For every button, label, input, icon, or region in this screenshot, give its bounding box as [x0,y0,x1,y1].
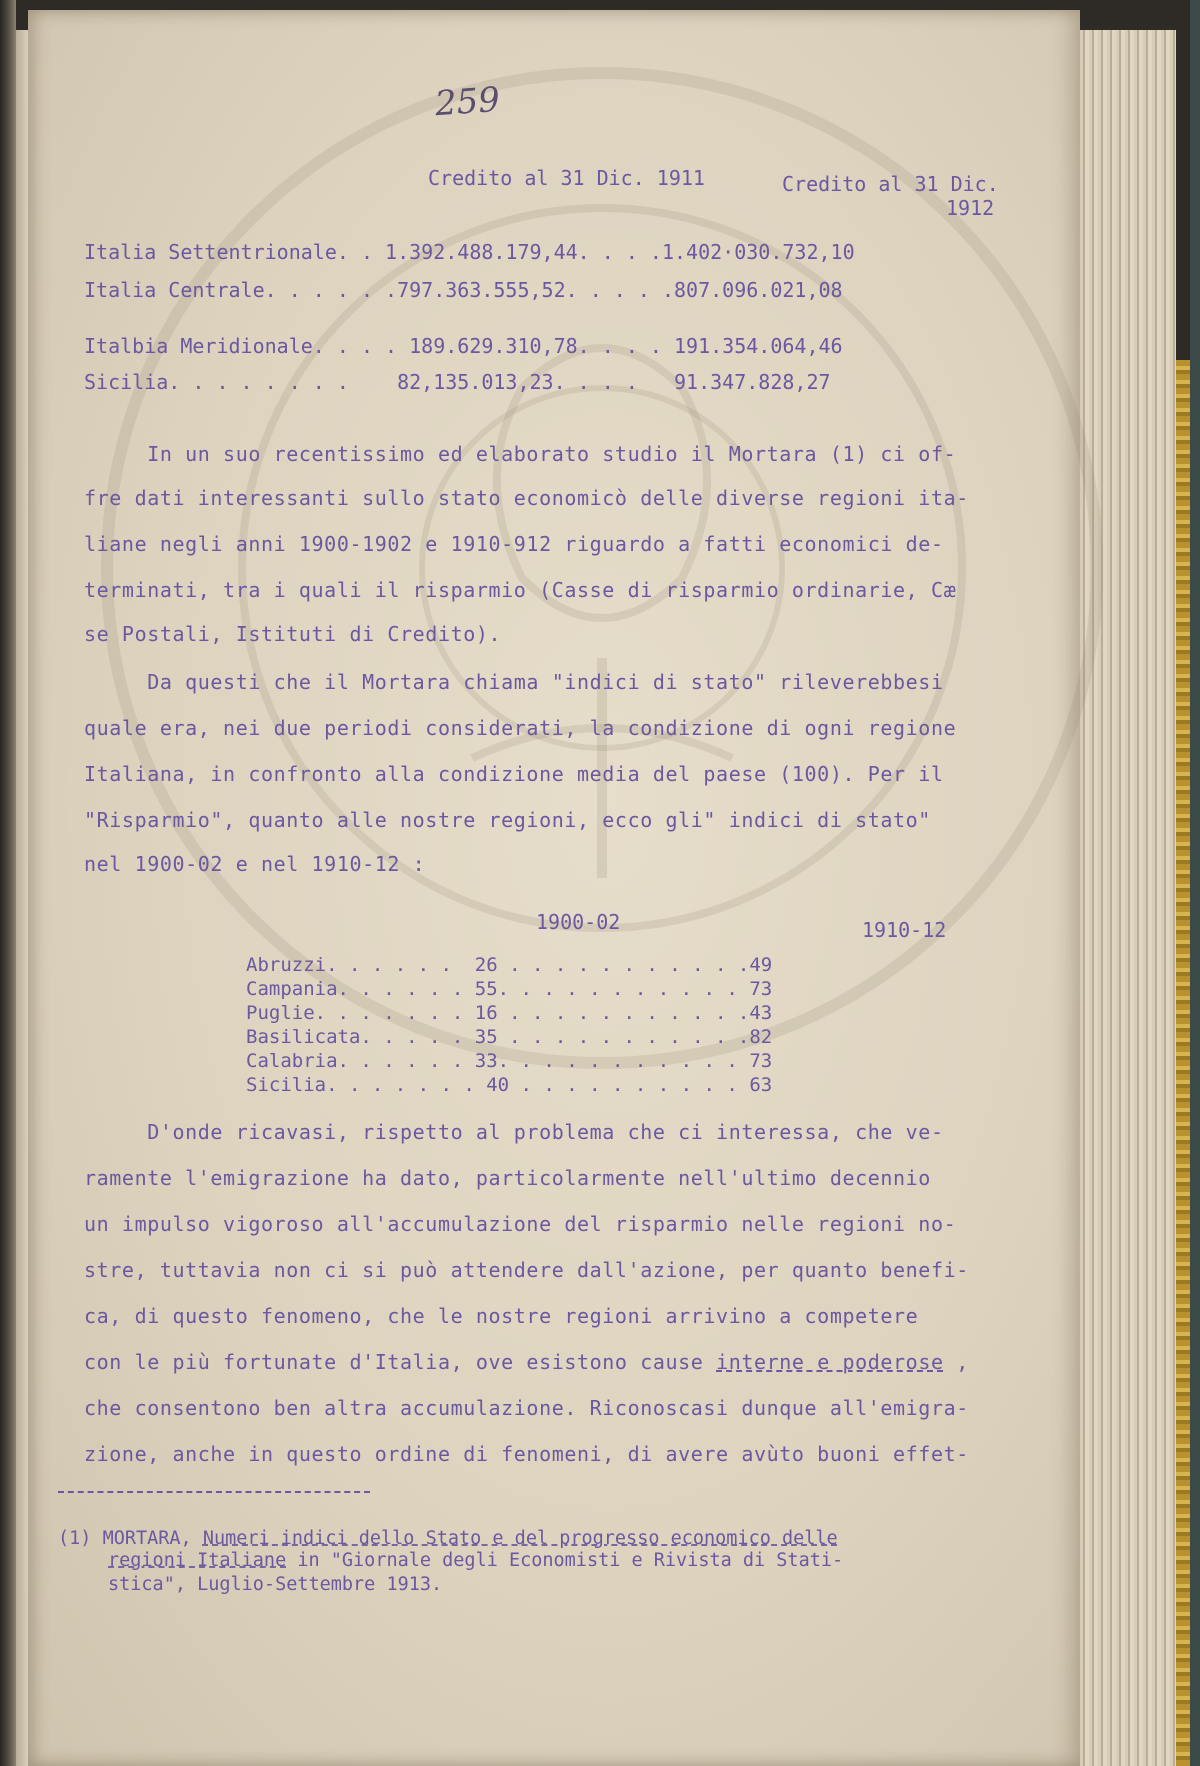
paragraph-line: quale era, nei due periodi considerati, la condizione di ogni regione [84,716,957,740]
credit-row [84,334,984,364]
paragraph-line: nel 1900-02 e nel 1910-12 : [84,852,426,876]
paragraph-line: D'onde ricavasi, rispetto al problema che ci interessa, che ve- [84,1120,944,1144]
footnote-title: Numeri indici dello Stato e del progresso economico delle [202,1528,838,1549]
index-row-text: Calabria. . . . . . 33. . . . . . . . . . . 73 [246,1050,773,1072]
paragraph-line: In un suo recentissimo ed elaborato studio il Mortara (1) ci of- [84,442,957,466]
credit-col1-header: Credito al 31 Dic. 1911 [428,166,705,190]
document-page [28,10,1080,1766]
paragraph-line: ca, di questo fenomeno, che le nostre regioni arrivino a competere [84,1304,919,1328]
page-number: 259 [433,79,502,125]
index-row [246,954,926,978]
credit-row [84,240,984,270]
footnote-separator [58,1491,370,1493]
book-binding [16,30,28,1766]
paragraph-line: Italiana, in confronto alla condizione media del paese (100). Per il [84,762,944,786]
book-cover-edge [1190,0,1200,1766]
index-row [246,1002,926,1026]
paragraph-line: stre, tuttavia non ci si può attendere dall'azione, per quanto benefi- [84,1258,969,1282]
index-row [246,1074,926,1098]
credit-row [84,370,984,400]
gilded-page-edge [1176,360,1190,1766]
credit-row-text: Italia Settentrionale. . 1.392.488.179,44. . . .1.402·030.732,10 [84,240,855,264]
index-row-text: Sicilia. . . . . . . 40 . . . . . . . . . . 63 [246,1074,773,1096]
paragraph-line: "Risparmio", quanto alle nostre regioni, ecco gli" indici di stato" [84,808,931,832]
page-stack-edge [1080,30,1176,1766]
index-row-text: Basilicata. . . . . 35 . . . . . . . . . . .82 [246,1026,773,1048]
footnote-marker: (1) [58,1528,92,1549]
index-col2-header: 1910-12 [862,918,947,942]
footnote-line: stica", Luglio-Settembre 1913. [108,1574,443,1595]
paragraph-line: zione, anche in questo ordine di fenomeni, di avere avùto buoni effet- [84,1442,969,1466]
paragraph-line: che consentono ben altra accumulazione. Riconoscasi dunque all'emigra- [84,1396,969,1420]
paragraph-line: se Postali, Istituti di Credito). [84,622,502,646]
paragraph-text: , [943,1350,969,1374]
index-row [246,978,926,1002]
paragraph-line: fre dati interessanti sullo stato economicò delle diverse regioni ita- [84,486,969,510]
book-left-edge [0,0,16,1766]
footnote-author: MORTARA, [102,1528,203,1549]
index-row-text: Abruzzi. . . . . . 26 . . . . . . . . . . .49 [246,954,773,976]
footnote-line [108,1550,843,1571]
paragraph-line: Da questi che il Mortara chiama "indici di stato" rileverebbesi [84,670,944,694]
underlined-phrase: interne e poderose [716,1350,944,1374]
credit-row-text: Italbia Meridionale. . . . 189.629.310,78. . . . 191.354.064,46 [84,334,843,358]
index-row [246,1050,926,1074]
paragraph-line: terminati, tra i quali il risparmio (Casse di risparmio ordinarie, Cæ [84,578,957,602]
credit-col2-header-year: 1912 [946,196,995,220]
footnote-title: regioni Italiane [108,1550,287,1571]
credit-col2-header: Credito al 31 Dic. [782,172,999,196]
credit-row-text: Italia Centrale. . . . . .797.363.555,52. . . . .807.096.021,08 [84,278,843,302]
index-row-text: Puglie. . . . . . . 16 . . . . . . . . . . .43 [246,1002,773,1024]
footnote-line [58,1528,838,1549]
footnote-text: in "Giornale degli Economisti e Rivista di Stati- [286,1550,844,1571]
paragraph-line [84,1350,1024,1374]
paragraph-line: liane negli anni 1900-1902 e 1910-912 riguardo a fatti economici de- [84,532,944,556]
credit-row [84,278,984,308]
index-row [246,1026,926,1050]
paragraph-line: un impulso vigoroso all'accumulazione del risparmio nelle regioni no- [84,1212,957,1236]
index-row-text: Campania. . . . . . 55. . . . . . . . . . . 73 [246,978,773,1000]
index-col1-header: 1900-02 [536,910,621,934]
paragraph-text: con le più fortunate d'Italia, ove esistono cause [84,1350,717,1374]
credit-row-text: Sicilia. . . . . . . . 82,135.013,23. . . . 91.347.828,27 [84,370,831,394]
paragraph-line: ramente l'emigrazione ha dato, particolarmente nell'ultimo decennio [84,1166,931,1190]
